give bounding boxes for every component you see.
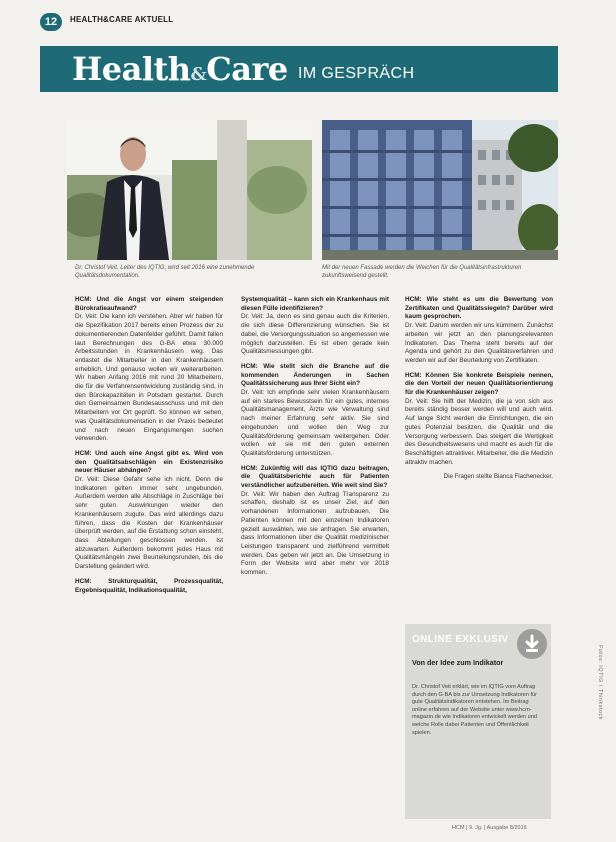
answer: Dr. Veit: Die kann ich verstehen. Aber wir haben für die Spezifikation 2017 bereits einen Prozess der zu dokumentierenden Datenfelder geführt. Damit fallen laut Berechnungen des G-BA etwa 30.000 Arbeitsstunden in Krankenhäusern weg. Das entlastet die Mitarbeiter in den Krankenhäusern erheblich. Und genauso wollen wir weiterarbeiten. Wir haben Anfang 2016 mit rund 20 Mitarbeitern, die für die Verfahrensentwicklung zuständig sind, in den Bürokapazitäten in Potsdam gestartet. Durch den Gemeinsamen Bundesausschuss und mit den Mitarbeitern vor Ort geprüft. So können wir sehen, was Qualitätsdokumentation in der Praxis bedeutet und nach neuen Eingangsmengen suchen verwenden. xyxy=(75,313,223,443)
online-body: Dr. Christof Veit erklärt, wie im IQTIG vom Auftrag durch den G-BA bis zur Umsetzung Indikatoren für gute Qualitätsindikatoren entstehen. Im Beitrag online erfahren auf der Website unter www.hcm-magazin.de wie Indikatoren entwickelt werden und welche Rolle dabei Patienten und Öffentlichkeit spielen. xyxy=(412,684,537,736)
text-column-1 xyxy=(75,296,223,601)
question: HCM: Können Sie konkrete Beispiele nennen, die den Vorteil der neuen Qualitätsorientierung für die Krankenhäuser zeigen? xyxy=(405,371,553,397)
question: HCM: Wie stellt sich die Branche auf die kommenden Änderungen in Sachen Qualitätssicherung aus Ihrer Sicht ein? xyxy=(241,362,389,388)
answer: Dr. Veit: Sie hilft der Medizin, die ja von sich aus bereits ständig besser werden will und auch wird. Auf lange Sicht werden die Einrichtungen, die ein gutes Potenzial besitzen, die Qualität und die Versorgung verbessern. Das steigert die Wertigkeit des Gesundheitswesens und macht es auch für die Beschäftigten attraktiver. Mitarbeiter, die die Medizin attraktiv machen. xyxy=(405,397,553,466)
portrait-photo xyxy=(67,120,312,260)
question: HCM: Strukturqualität, Prozessqualität, Ergebnisqualität, Indikationsqualität, xyxy=(75,577,223,594)
answer: Dr. Veit: Ja, denn es sind genau auch die Kriterien, die sich diese Differenzierung wünschen. Sie ist dabei, die Versorgungssituation so angemessen wie möglich darzustellen. Es ist eben gerade kein Qualitätsmessungen gibt. xyxy=(241,313,389,356)
question: Systemqualität – kann sich ein Krankenhaus mit diesen Fülle identifizieren? xyxy=(241,296,389,312)
interview-block xyxy=(75,450,223,572)
photo-caption-right: Mit der neuen Fassade werden die Weichen für die Qualitätsinfrastrukturen zukunftsweisend gestellt. xyxy=(322,265,522,279)
page-number: 12 xyxy=(40,13,62,31)
text-column-2 xyxy=(241,296,389,584)
question: HCM: Wie steht es um die Bewertung von Zertifikaten und Qualitätssiegeln? Darüber wird kaum gesprochen. xyxy=(405,296,553,321)
online-exclusive-label: ONLINE EXKLUSIV xyxy=(412,634,509,645)
answer: Dr. Veit: Diese Gefahr sehe ich nicht. Denn die Indikatoren gelten immer sehr ungebunden. Außerdem werden alle Abschläge in Zuschläge bei sehr guten Auswirkungen wieder den Krankenhäusern zugute. Das wird allerdings dazu führen, dass die Kosten der Krankenhäuser überprüft werden, auf die Erstattung schon einsteht, dass Abteilungen geschlossen werden. Ist abzuwarten. Außerdem bekommt jedes Haus mit Qualitätsmängeln zwei Beurteilungsrunden, bis die Darstellung geändert wird. xyxy=(75,476,223,571)
online-headline: Von der Idee zum Indikator xyxy=(412,658,504,667)
answer: Dr. Veit: Ich empfinde sehr vielen Krankenhäusern auf ein starkes Bewusstsein für ein gutes, internes Qualitätsmanagement, Ärzte wie Verwaltung sind nach meiner Erfahrung sehr aktiv. Sie sind eingebunden und wollen den Weg zur Qualitätsförderung gemeinsam weitergehen. Oder wollen wir sie mit den guten externen Qualitätsförderung unterstützen. xyxy=(241,389,389,457)
interview-block xyxy=(405,296,553,366)
interviewer-signature: Die Fragen stellte Bianca Flachenecker. xyxy=(443,473,553,481)
question: HCM: Und die Angst vor einem steigenden Bürokratieaufwand? xyxy=(75,296,223,312)
download-icon[interactable] xyxy=(517,629,547,659)
side-credit: Fotos: IQTIG / Thinkstock xyxy=(597,645,603,721)
building-photo xyxy=(322,120,558,260)
banner-subtitle: IM GESPRÄCH xyxy=(298,65,415,82)
question: HCM: Und auch eine Angst gibt es. Wird von den Qualitätsabschlägen ein Existenzrisiko neuer Häuser abhängen? xyxy=(75,449,223,475)
section-title: HEALTH&CARE AKTUELL xyxy=(70,15,174,24)
interview-block xyxy=(75,578,223,595)
answer: Dr. Veit: Wir haben den Auftrag Transparenz zu schaffen, deshalb ist es unser Ziel, auf den vorhandenen Informationen aufzubauen. Die Patienten können mit den einzelnen Indikatoren gezielt auswählen, wie sie anfragen. Sie erwarten, dass Informationen über die Qualität medizinischer Leistungen transparent und zielführend vermittelt werden. Das geben wir jetzt an. Die Umsetzung in Form der Website wird aber mehr vor 2018 kommen. xyxy=(241,490,389,577)
interview-block xyxy=(405,372,553,468)
page-footer: HCM | 9. Jg. | Ausgabe 8/2016 xyxy=(452,825,527,831)
text-column-3 xyxy=(405,296,553,482)
interview-block xyxy=(241,363,389,459)
interview-block xyxy=(241,296,389,357)
online-exclusive-box[interactable] xyxy=(405,624,551,819)
title-banner xyxy=(40,46,558,92)
building-illustration xyxy=(322,120,558,260)
interview-block xyxy=(241,465,389,578)
interview-block xyxy=(75,296,223,444)
health-care-logo: Health&Care xyxy=(72,50,288,88)
answer: Dr. Veit: Darum werden wir uns kümmern. Zunächst arbeiten wir jetzt an den planungsrelevanten Indikatoren. Das Thema steht bereits auf der Agenda und gehört zu den Qualitätsverfahren und werden wir auf der Beurteilung von Zertifikaten. xyxy=(405,322,553,364)
question: HCM: Zukünftig will das IQTIG dazu beitragen, die Qualitätsberichte auch für Patienten verständlicher aufzubereiten. Wie weit sind Sie? xyxy=(241,464,389,490)
photo-caption-left: Dr. Christof Veit, Leiter des IQTIG, wird seit 2016 eine zunehmende Qualitätsdokumentation. xyxy=(75,265,255,279)
portrait-illustration xyxy=(67,120,312,260)
